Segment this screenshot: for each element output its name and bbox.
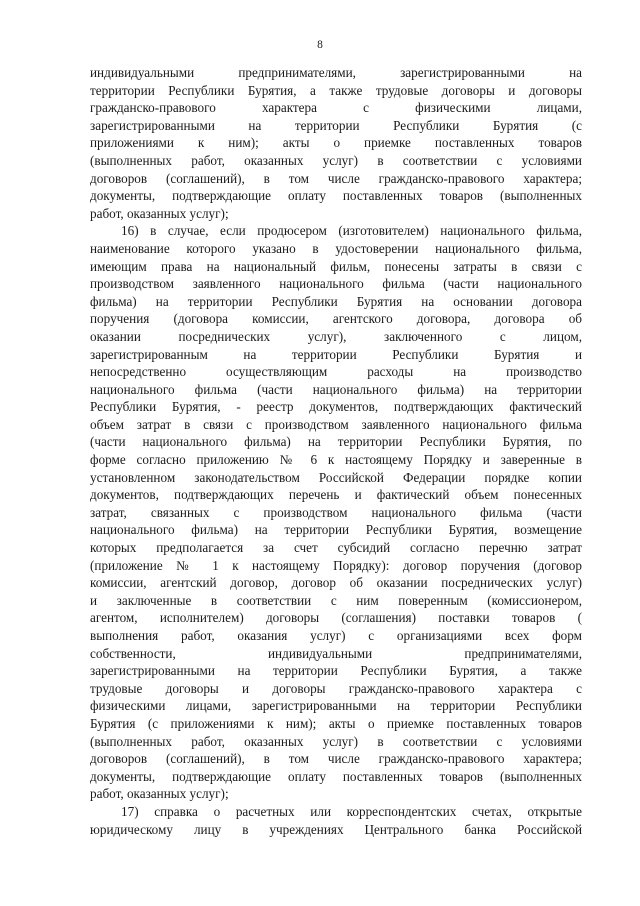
text-line: которых предполагается за счет субсидий согласно перечню затрат xyxy=(90,540,582,556)
text-line: договоров (соглашений), в том числе гражданско-правового характера; xyxy=(90,170,582,186)
text-line: договоров (соглашений), в том числе гражданско-правового характера; xyxy=(90,751,582,767)
text-line: национального фильма) на территории Республики Бурятия, возмещение xyxy=(90,522,582,538)
text-line: затрат, связанных с производством национального фильма (части xyxy=(90,504,582,520)
text-line: трудовые договоры и договоры гражданско-правового характера с xyxy=(90,680,582,696)
text-line: физическими лицами, зарегистрированными на территории Республики xyxy=(90,698,582,714)
text-line: установленном законодательством Российской Федерации порядке копии xyxy=(90,469,582,485)
paragraph-item-17 xyxy=(90,803,582,838)
text-line: Республики Бурятия, - реестр документов, подтверждающих фактический xyxy=(90,399,582,415)
text-line: (приложение № 1 к настоящему Порядку): договор поручения (договор xyxy=(90,557,582,573)
text-line: оказании посреднических услуг), заключенного с лицом, xyxy=(90,328,582,344)
text-line: (части национального фильма) на территории Республики Бурятия, по xyxy=(90,434,582,450)
text-line: приложениями к ним); акты о приемке поставленных товаров xyxy=(90,135,582,151)
text-line: фильма) на территории Республики Бурятия на основании договора xyxy=(90,293,582,309)
text-line: и заключенные в соответствии с ним поверенным (комиссионером, xyxy=(90,592,582,608)
text-line: национального фильма (части национального фильма) на территории xyxy=(90,381,582,397)
text-line: документов, подтверждающих перечень и фактический объем понесенных xyxy=(90,487,582,503)
text-line: зарегистрированными на территории Республики Бурятия (с xyxy=(90,117,582,133)
text-line: непосредственно осуществляющим расходы на производство xyxy=(90,364,582,380)
text-line: поручения (договора комиссии, агентского договора, договора об xyxy=(90,311,582,327)
text-line: форме согласно приложению № 6 к настоящему Порядку и заверенные в xyxy=(90,452,582,468)
text-line: документы, подтверждающие оплату поставленных товаров (выполненных xyxy=(90,188,582,204)
text-line: Бурятия (с приложениями к ним); акты о приемке поставленных товаров xyxy=(90,715,582,731)
text-line: работ, оказанных услуг); xyxy=(90,786,229,802)
text-line: зарегистрированными на территории Республики Бурятия, а также xyxy=(90,663,582,679)
text-line: производством заявленного национального фильма (части национального xyxy=(90,276,582,292)
text-line: 17) справка о расчетных или корреспондентских счетах, открытые xyxy=(121,803,582,819)
text-line: документы, подтверждающие оплату поставленных товаров (выполненных xyxy=(90,768,582,784)
text-line: (выполненных работ, оказанных услуг) в соответствии с условиями xyxy=(90,152,582,168)
text-line: собственности, индивидуальными предпринимателями, xyxy=(90,645,582,661)
page-number: 8 xyxy=(317,39,323,51)
text-line: работ, оказанных услуг); xyxy=(90,205,229,221)
text-line: зарегистрированным на территории Республики Бурятия и xyxy=(90,346,582,362)
text-line: гражданско-правового характера с физическими лицами, xyxy=(90,100,582,116)
text-line: (выполненных работ, оказанных услуг) в соответствии с условиями xyxy=(90,733,582,749)
paragraph-continuation xyxy=(90,64,582,222)
text-line: комиссии, агентский договор, договор об оказании посреднических услуг) xyxy=(90,575,582,591)
text-line: агентом, исполнителем) договоры (соглашения) поставки товаров ( xyxy=(90,610,582,626)
document-body xyxy=(90,64,582,838)
text-line: объем затрат в связи с производством заявленного национального фильма xyxy=(90,416,582,432)
text-line: выполнения работ, оказания услуг) с организациями всех форм xyxy=(90,628,582,643)
text-line: территории Республики Бурятия, а также трудовые договоры и договоры xyxy=(90,82,582,98)
text-line: имеющим права на национальный фильм, понесены затраты в связи с xyxy=(90,258,582,274)
paragraph-item-16 xyxy=(90,222,582,803)
text-line: юридическому лицу в учреждениях Центрального банка Российской xyxy=(90,821,582,837)
text-line: наименование которого указано в удостоверении национального фильма, xyxy=(90,240,582,256)
text-line: 16) в случае, если продюсером (изготовителем) национального фильма, xyxy=(121,223,582,239)
text-line: индивидуальными предпринимателями, зарегистрированными на xyxy=(90,65,582,80)
